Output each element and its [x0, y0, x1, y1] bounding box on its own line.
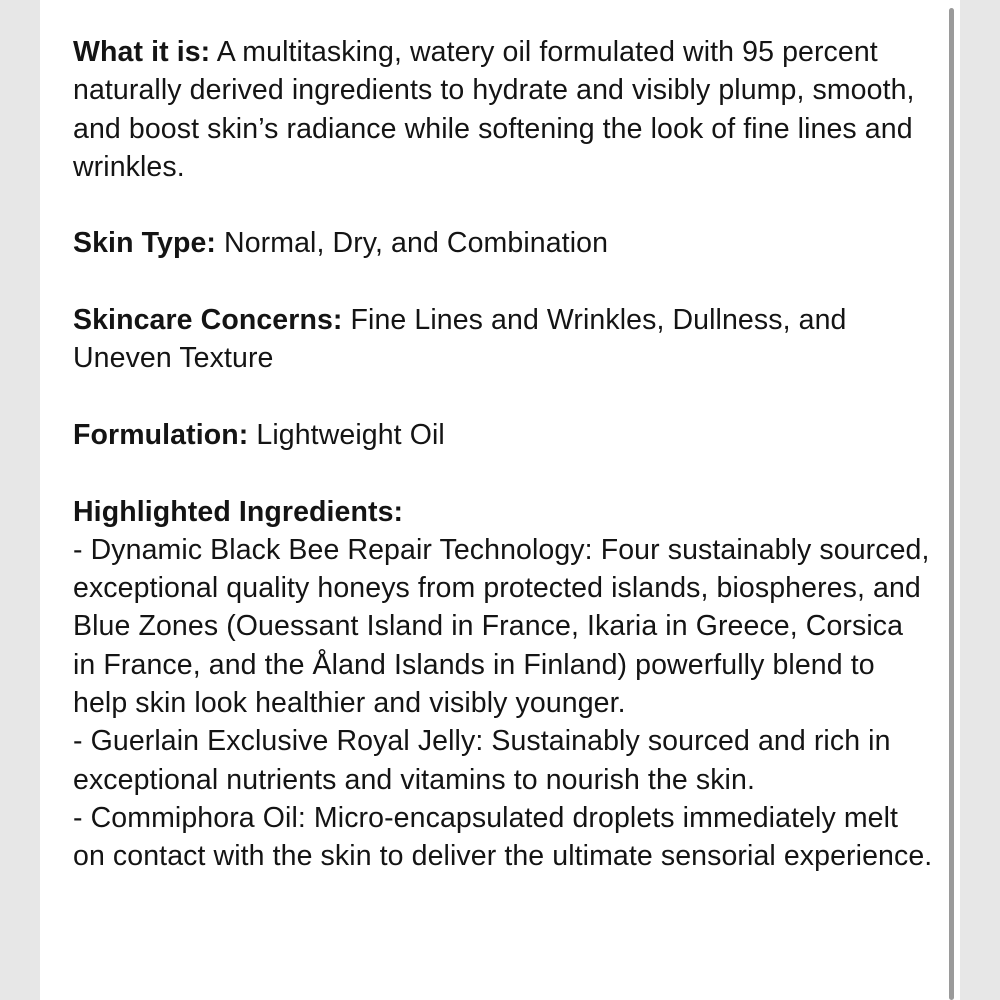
formulation-label: Formulation: — [73, 418, 249, 451]
skincare-concerns-label: Skincare Concerns: — [73, 304, 343, 337]
highlighted-ingredients-section — [73, 493, 933, 876]
what-it-is-label: What it is: — [73, 36, 211, 68]
scrollbar[interactable] — [948, 4, 954, 1000]
ingredient-item: - Guerlain Exclusive Royal Jelly: Sustainably sourced and rich in exceptional nutrients and vitamins to nourish the skin. — [73, 725, 891, 796]
what-it-is-section — [73, 33, 933, 186]
what-it-is-text: A multitasking, watery oil formulated with 95 percent naturally derived ingredients to hydrate and visibly plump, smooth, and boost skin’s radiance while softening the look of fine lines and wrinkles. — [73, 36, 915, 183]
ingredient-item: - Dynamic Black Bee Repair Technology: Four sustainably sourced, exceptional quality honeys from protected islands, biospheres, and Blue Zones (Ouessant Island in France, Ikaria in Greece, Corsica in France, and the Åland Islands in Finland) powerfully blend to help skin look healthier and visibly younger. — [73, 533, 930, 720]
skin-type-section — [73, 224, 933, 262]
highlighted-ingredients-label: Highlighted Ingredients: — [73, 495, 404, 528]
skin-type-label: Skin Type: — [73, 227, 216, 260]
scrollbar-thumb[interactable] — [949, 8, 954, 1000]
skincare-concerns-section — [73, 301, 933, 378]
product-details-text — [73, 33, 933, 876]
product-details-card — [40, 0, 960, 1000]
ingredient-item: - Commiphora Oil: Micro-encapsulated droplets immediately melt on contact with the skin to deliver the ultimate sensorial experience. — [73, 801, 933, 873]
skin-type-text: Normal, Dry, and Combination — [224, 227, 609, 260]
skincare-concerns-text: Fine Lines and Wrinkles, Dullness, and Uneven Texture — [73, 304, 847, 375]
formulation-text: Lightweight Oil — [256, 418, 445, 451]
formulation-section — [73, 416, 933, 454]
